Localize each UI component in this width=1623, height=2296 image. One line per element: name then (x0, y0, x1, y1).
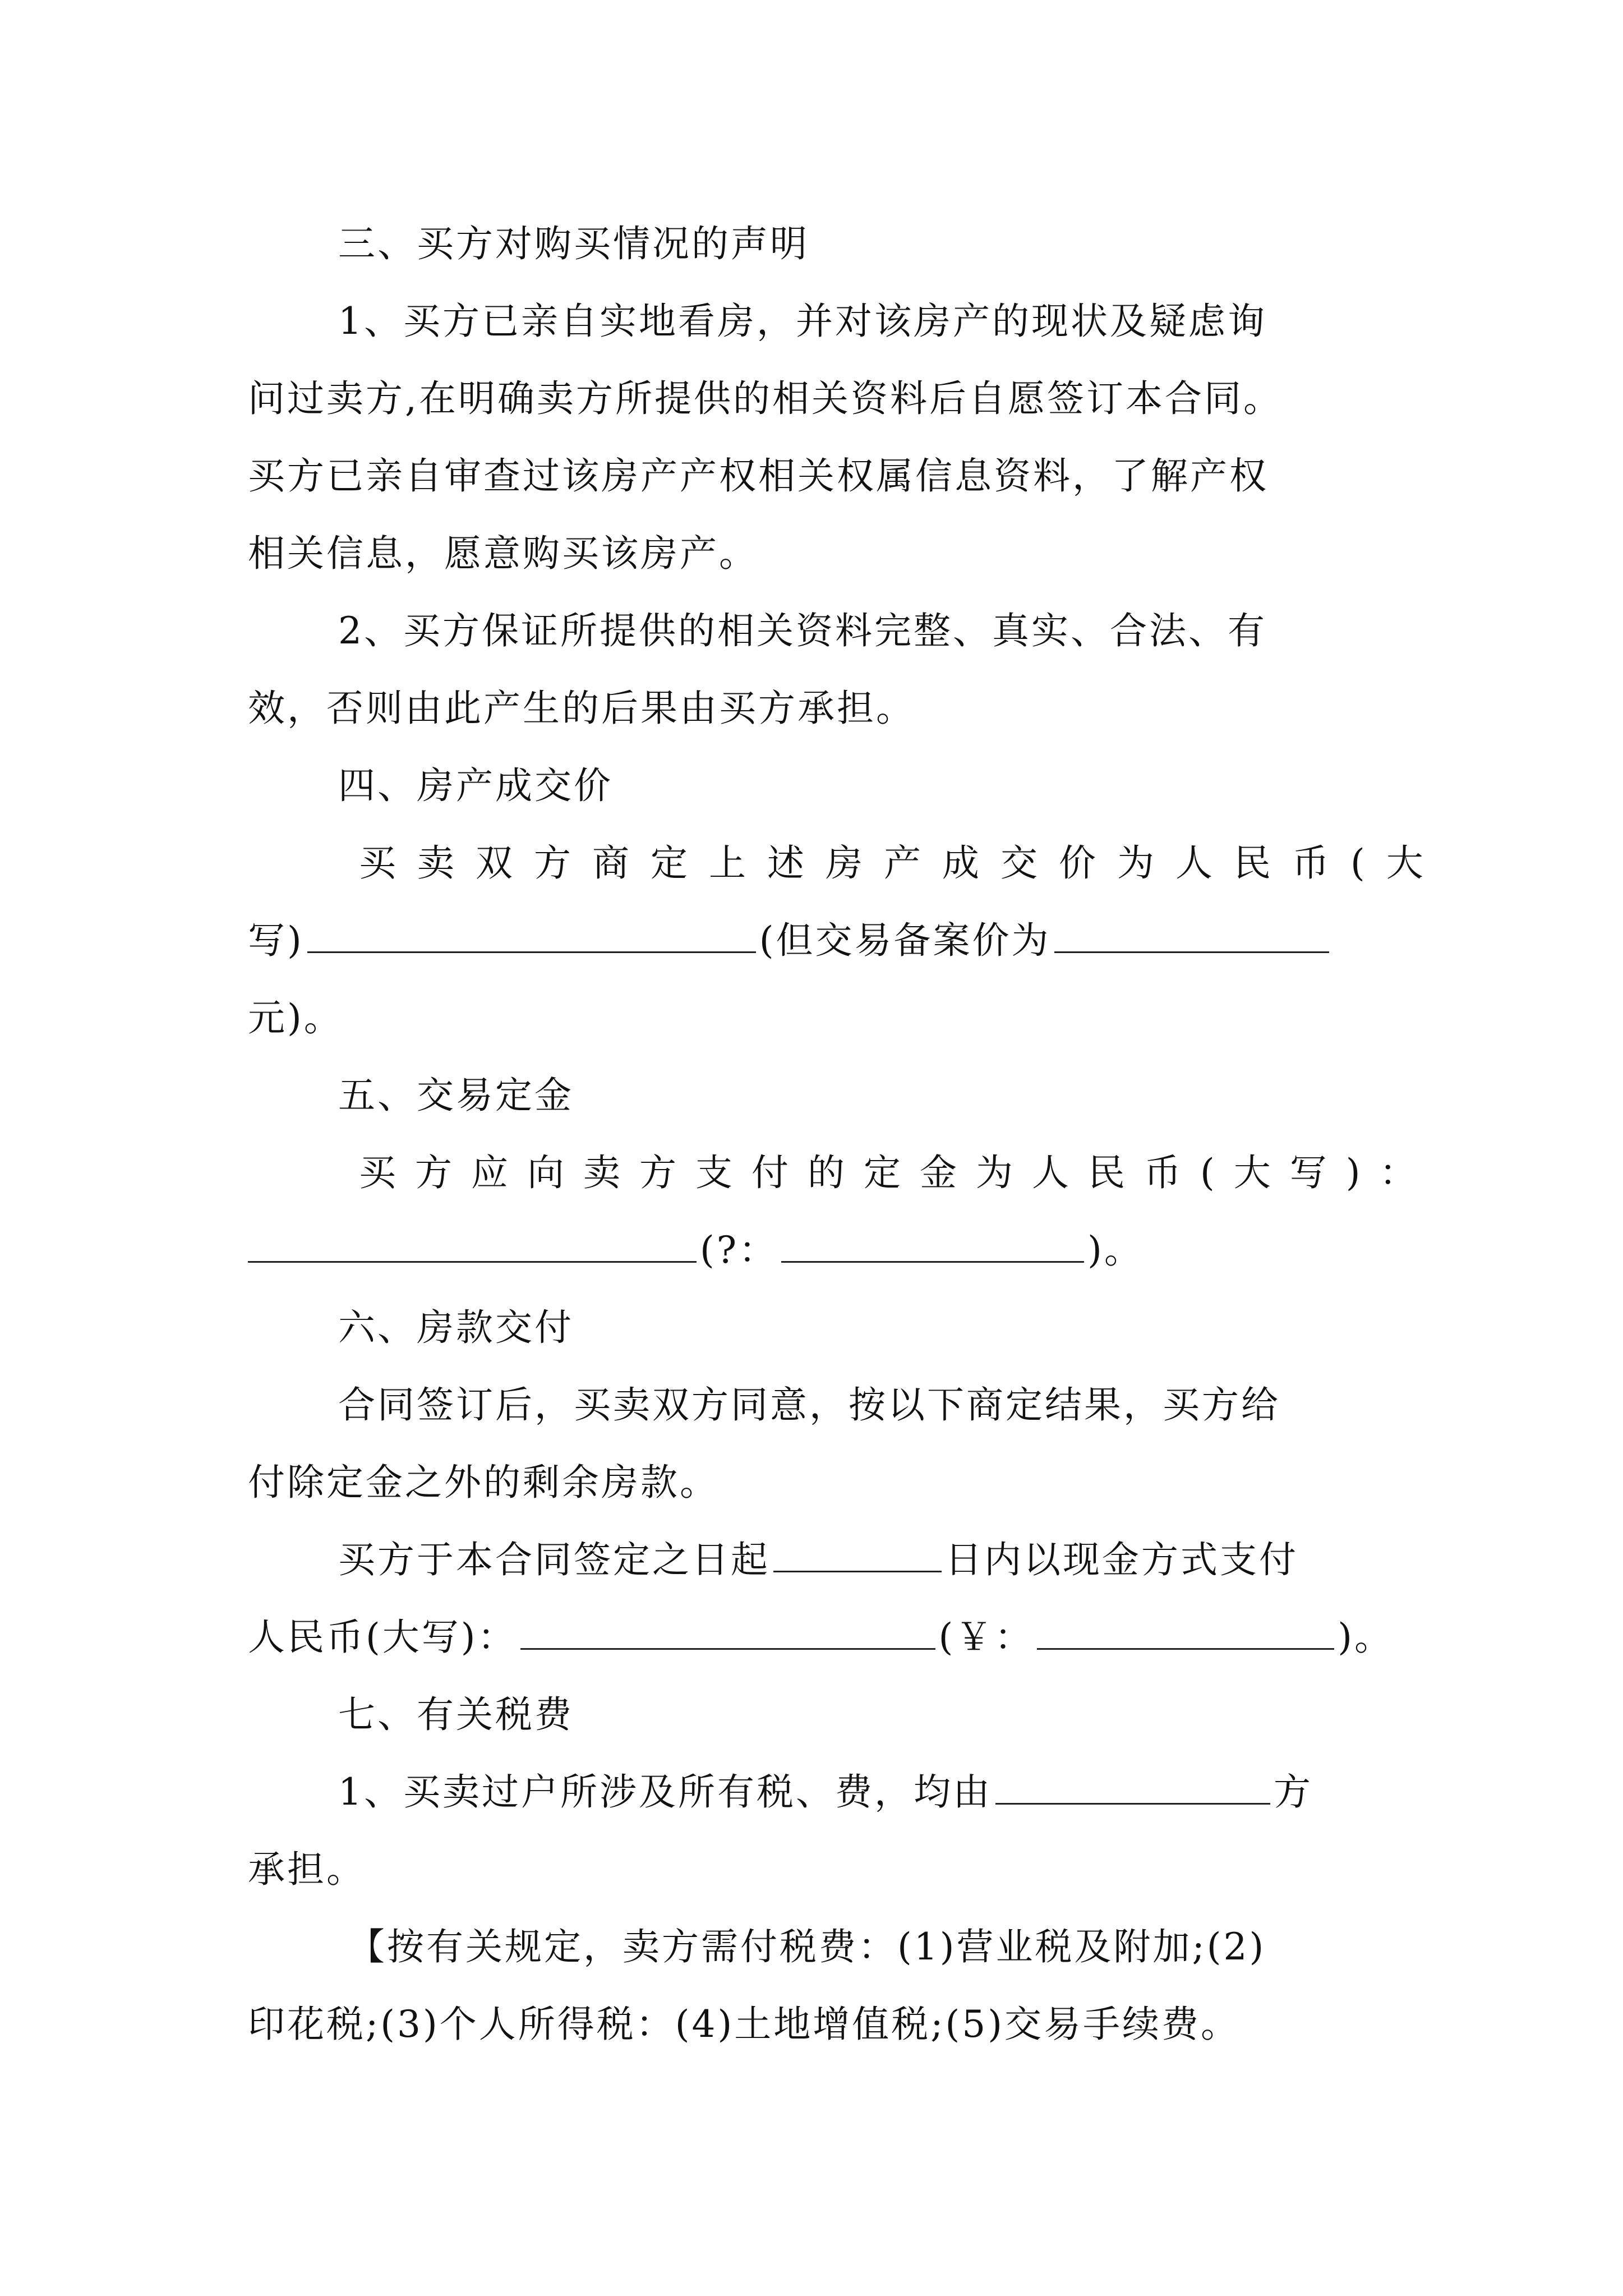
text-fragment: 买方于本合同签定之日起 (338, 1538, 770, 1581)
paragraph-line: 买方应向卖方支付的定金为人民币(大写)： (359, 1151, 1436, 1194)
section-5-heading: 五、交易定金 (338, 1074, 574, 1117)
paragraph-line: 问过卖方,在明确卖方所提供的相关资料后自愿签订本合同。 (248, 377, 1283, 420)
text-fragment: )。 (1087, 1228, 1144, 1272)
deposit-amount-blank (781, 1222, 1084, 1263)
section-4-heading: 四、房产成交价 (338, 764, 613, 807)
paragraph-line (248, 1607, 1394, 1668)
text-fragment: 写) (248, 919, 304, 962)
paragraph-line: 1、买方已亲自实地看房，并对该房产的现状及疑虑询 (338, 300, 1267, 343)
paragraph-line: 2、买方保证所提供的相关资料完整、真实、合法、有 (338, 609, 1267, 652)
paragraph-line: 印花税;(3)个人所得税：(4)土地增值税;(5)交易手续费。 (248, 2003, 1240, 2046)
text-fragment: (?： (700, 1228, 778, 1272)
paragraph-line: 买方已亲自审查过该房产产权相关权属信息资料，了解产权 (248, 454, 1269, 498)
text-fragment: 1、买卖过户所涉及所有税、费，均由 (338, 1770, 992, 1814)
text-fragment: 人民币(大写)： (248, 1616, 517, 1659)
text-fragment: (但交易备案价为 (759, 919, 1051, 962)
payment-words-blank (520, 1609, 935, 1650)
record-price-blank (1054, 912, 1329, 953)
days-blank (773, 1531, 942, 1572)
paragraph-line (248, 1220, 1144, 1281)
price-blank (307, 912, 756, 953)
paragraph-line (248, 910, 1332, 972)
paragraph-line: 买卖双方商定上述房产成交价为人民币(大 (359, 841, 1445, 885)
deposit-words-blank (248, 1222, 697, 1263)
paragraph-line: 相关信息，愿意购买该房产。 (248, 532, 758, 575)
paragraph-line: 元)。 (248, 996, 343, 1039)
paragraph-line: 付除定金之外的剩余房款。 (248, 1461, 719, 1504)
text-fragment: (￥： (938, 1616, 1034, 1659)
paragraph-line: 承担。 (248, 1848, 366, 1891)
paragraph-line: 效，否则由此产生的后果由买方承担。 (248, 687, 915, 730)
tax-party-blank (995, 1764, 1270, 1805)
paragraph-line (338, 1529, 1298, 1591)
paragraph-line (338, 1761, 1313, 1823)
text-fragment: 日内以现金方式支付 (945, 1538, 1298, 1581)
text-fragment: 方 (1274, 1770, 1313, 1814)
section-7-heading: 七、有关税费 (338, 1693, 574, 1736)
paragraph-line: 合同签订后，买卖双方同意，按以下商定结果，买方给 (338, 1383, 1280, 1427)
section-3-heading: 三、买方对购买情况的声明 (338, 222, 809, 265)
section-6-heading: 六、房款交付 (338, 1306, 574, 1349)
paragraph-line: 【按有关规定，卖方需付税费：(1)营业税及附加;(2) (348, 1925, 1266, 1968)
text-fragment: )。 (1338, 1616, 1394, 1659)
payment-amount-blank (1037, 1609, 1334, 1650)
